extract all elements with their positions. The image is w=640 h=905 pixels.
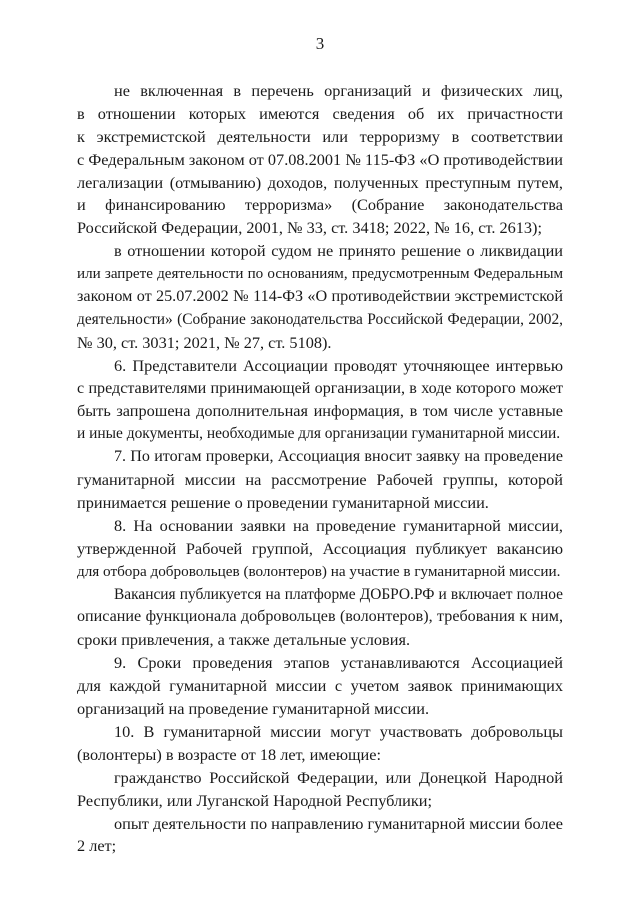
paragraph	[77, 767, 563, 813]
text-line: 7. По итогам проверки, Ассоциация вносит заявку на проведение	[114, 448, 563, 466]
paragraph	[77, 721, 563, 767]
text-line: 2 лет;	[77, 836, 117, 856]
text-line: для каждой гуманитарной миссии с учетом заявок принимающих	[77, 676, 563, 696]
paragraph	[77, 355, 563, 447]
text-line: быть запрошена дополнительная информация, в том числе уставные	[77, 401, 563, 421]
text-line: законом от 25.07.2002 № 114-ФЗ «О противодействии экстремистской	[77, 288, 563, 306]
text-line: 6. Представители Ассоциации проводят уточняющее интервью	[114, 355, 563, 375]
text-line: сроки привлечения, а также детальные условия.	[77, 630, 411, 650]
paragraph	[77, 240, 563, 354]
text-line: с представителями принимающей организации, в ходе которого может	[77, 379, 563, 397]
text-line: к экстремистской деятельности или терроризму в соответствии	[77, 126, 563, 146]
text-line: 8. На основании заявки на проведение гуманитарной миссии,	[114, 515, 563, 535]
text-line: опыт деятельности по направлению гуманитарной миссии более	[114, 813, 563, 833]
text-line: гражданство Российской Федерации, или Донецкой Народной	[114, 767, 563, 787]
text-line: Российской Федерации, 2001, № 33, ст. 3418; 2022, № 16, ст. 2613);	[77, 218, 542, 238]
paragraph	[77, 813, 563, 859]
text-line: (волонтеры) в возрасте от 18 лет, имеющие:	[77, 744, 381, 764]
text-line: в отношении которых имеются сведения об их причастности	[77, 103, 563, 123]
paragraph	[77, 80, 563, 240]
text-line: для отбора добровольцев (волонтеров) на участие в гуманитарной миссии.	[77, 562, 561, 580]
text-line: гуманитарной миссии на рассмотрение Рабочей группы, которой	[77, 470, 563, 490]
text-line: организаций на проведение гуманитарной миссии.	[77, 699, 430, 719]
text-line: и финансированию терроризма» (Собрание законодательства	[77, 195, 563, 215]
paragraph	[77, 584, 563, 653]
text-line: Республики, или Луганской Народной Республики;	[77, 790, 432, 810]
paragraph	[77, 515, 563, 584]
text-line: 10. В гуманитарной миссии могут участвовать добровольцы	[114, 721, 563, 741]
text-line: утвержденной Рабочей группой, Ассоциация публикует вакансию	[77, 538, 563, 558]
paragraph	[77, 652, 563, 721]
text-line: или запрете деятельности по основаниям, предусмотренным Федеральным	[77, 266, 563, 283]
text-line: в отношении которой судом не принято решение о ликвидации	[114, 241, 563, 261]
text-line: деятельности» (Собрание законодательства Российской Федерации, 2002,	[77, 310, 563, 328]
document-body	[77, 80, 563, 858]
page-number: 3	[315, 34, 325, 53]
text-line: и иные документы, необходимые для организации гуманитарной миссии.	[77, 425, 561, 443]
text-line: с Федеральным законом от 07.08.2001 № 115-ФЗ «О противодействии	[77, 149, 563, 169]
text-line: 9. Сроки проведения этапов устанавливаются Ассоциацией	[114, 653, 563, 673]
text-line: не включенная в перечень организаций и физических лиц,	[114, 81, 563, 100]
text-line: Вакансия публикуется на платформе ДОБРО.РФ и включает полное	[114, 585, 563, 603]
paragraph	[77, 446, 563, 515]
text-line: легализации (отмыванию) доходов, полученных преступным путем,	[77, 172, 563, 192]
text-line: № 30, ст. 3031; 2021, № 27, ст. 5108).	[77, 332, 332, 352]
text-line: описание функционала добровольцев (волонтеров), требования к ним,	[77, 608, 563, 626]
text-line: принимается решение о проведении гуманитарной миссии.	[77, 493, 489, 513]
